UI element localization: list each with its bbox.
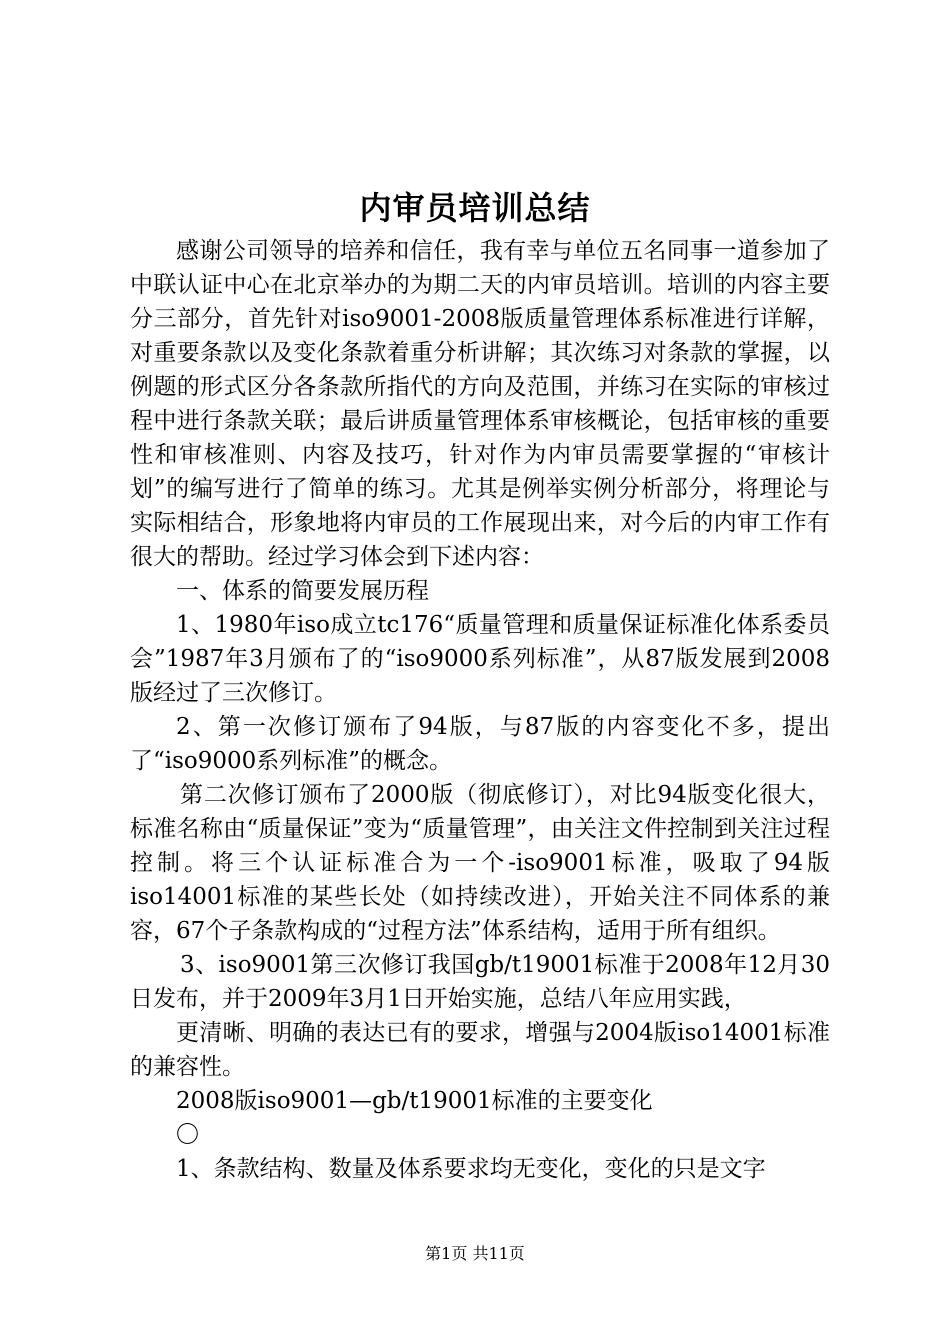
paragraph-history-2000: 第二次修订颁布了2000版（彻底修订），对比94版变化很大，标准名称由“质量保证”变为“质量管理”，由关注文件控制到关注过程控制。将三个认证标准合为一个-iso9001标准，吸取了94版iso14001标准的某些长处（如持续改进），开始关注不同体系的兼容，67个子条款构成的“过程方法”体系结构，适用于所有组织。 [130,782,830,944]
paragraph-intro: 感谢公司领导的培养和信任，我有幸与单位五名同事一道参加了中联认证中心在北京举办的为期二天的内审员培训。培训的内容主要分三部分，首先针对iso9001-2008版质量管理体系标准进行详解，对重要条款以及变化条款着重分析讲解；其次练习对条款的掌握，以例题的形式区分各条款所指代的方向及范围，并练习在实际的审核过程中进行条款关联；最后讲质量管理体系审核概论，包括审核的重要性和审核准则、内容及技巧，针对作为内审员需要掌握的“审核计划”的编写进行了简单的练习。尤其是例举实例分析部分，将理论与实际相结合，形象地将内审员的工作展现出来，对今后的内审工作有很大的帮助。经过学习体会到下述内容： [130,238,830,570]
section-heading: 一、体系的简要发展历程 [176,578,429,604]
paragraph-history-1: 1、1980年iso成立tc176“质量管理和质量保证标准化体系委员会”1987年3月颁布了的“iso9000系列标准”，从87版发展到2008版经过了三次修订。 [130,612,830,706]
paragraph-compatibility: 更清晰、明确的表达已有的要求，增强与2004版iso14001标准的兼容性。 [130,1020,830,1080]
paragraph-change-1: 1、条款结构、数量及体系要求均无变化，变化的只是文字 [176,1156,766,1182]
page-footer: 第1页 共11页 [425,1244,525,1263]
paragraph-main-changes: 2008版iso9001—gb/t19001标准的主要变化 [176,1088,653,1114]
paragraph-history-3: 3、iso9001第三次修订我国gb/t19001标准于2008年12月30日发布，并于2009年3月1日开始实施，总结八年应用实践， [130,952,830,1012]
document-body [130,234,830,1186]
circle-marker: 〇 [176,1122,199,1148]
document-title: 内审员培训总结 [359,189,591,227]
paragraph-history-2: 2、第一次修订颁布了94版，与87版的内容变化不多，提出了“iso9000系列标准”的概念。 [130,714,830,774]
